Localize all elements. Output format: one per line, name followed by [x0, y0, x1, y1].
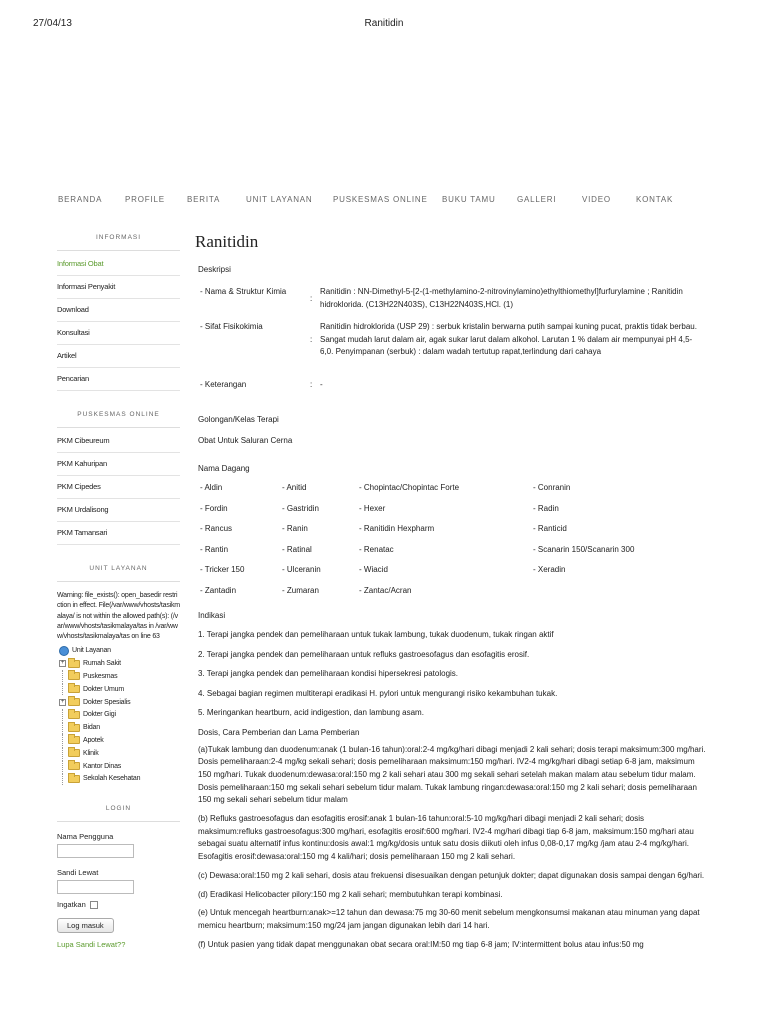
folder-icon [68, 749, 80, 757]
nav-item-beranda[interactable]: BERANDA [58, 195, 103, 204]
trade-name: - Zantac/Acran [359, 585, 412, 595]
trade-name: - Ranin [282, 524, 308, 533]
sidebar-item-artikel[interactable]: Artikel [57, 345, 180, 368]
remember-label: Ingatkan [57, 900, 86, 910]
nav-item-kontak[interactable]: KONTAK [636, 195, 674, 204]
indikasi-item: 5. Meringankan heartburn, acid indigestion, dan lambung asam. [198, 708, 424, 717]
folder-icon [68, 775, 80, 783]
prop-sifat-fisikokimia [195, 321, 715, 379]
folder-icon [68, 685, 80, 693]
print-title: Ranitidin [364, 18, 404, 29]
trade-name: - Chopintac/Chopintac Forte [359, 483, 460, 492]
tree-item[interactable] [57, 772, 180, 785]
tree-item[interactable] [57, 734, 180, 747]
tree-item-label: Klinik [83, 749, 99, 757]
sidebar-item-pkm-kahuripan[interactable]: PKM Kahuripan [57, 453, 180, 476]
prop-keterangan [195, 379, 715, 393]
folder-icon [68, 711, 80, 719]
sidebar-item-konsultasi[interactable]: Konsultasi [57, 322, 180, 345]
trade-name: - Conranin [533, 483, 571, 492]
sidebar-item-pkm-tamansari[interactable]: PKM Tamansari [57, 522, 180, 545]
golongan-value: Obat Untuk Saluran Cerna [198, 436, 293, 445]
prop-colon: : [310, 294, 313, 303]
trade-name: - Ulceranin [282, 565, 321, 574]
tree-item-label: Rumah Sakit [83, 660, 121, 668]
forgot-password-link[interactable]: Lupa Sandi Lewat?? [57, 940, 126, 950]
indikasi-item: 4. Sebagai bagian regimen multiterapi eradikasi H. pylori untuk mengurangi risiko kekambuhan tukak. [198, 688, 558, 698]
prop-value: - [320, 380, 323, 389]
nama-dagang-grid [195, 483, 715, 609]
tree-root[interactable] [57, 644, 180, 657]
folder-icon [68, 762, 80, 770]
login-button[interactable]: Log masuk [57, 918, 114, 933]
nav-item-berita[interactable]: BERITA [187, 195, 221, 204]
print-date: 27/04/13 [33, 18, 72, 29]
expand-icon[interactable]: + [60, 698, 65, 705]
tree-item-label: Dokter Gigi [83, 711, 116, 719]
trade-name: - Wiacid [359, 565, 388, 574]
trade-name: - Aldin [200, 483, 223, 492]
tree-item[interactable] [57, 696, 180, 709]
nav-item-video[interactable]: VIDEO [582, 195, 611, 204]
nav-item-puskesmas-online[interactable]: PUSKESMAS ONLINE [333, 195, 428, 204]
password-input[interactable] [57, 880, 134, 894]
globe-icon [59, 646, 69, 656]
trade-name: - Rancus [200, 524, 233, 533]
remember-row [57, 900, 180, 909]
tree-item[interactable] [57, 657, 180, 670]
dosis-paragraph: (e) Untuk mencegah heartburn:anak>=12 tahun dan dewasa:75 mg 30-60 menit sebelum mengkonsumsi makanan atau minuman yang dapat memicu heartburn; maksimum:150 mg/24 jam jangan digunakan lebih dari 14 hari. [198, 908, 700, 930]
sidebar-item-pkm-urdalisong[interactable]: PKM Urdalisong [57, 499, 180, 522]
prop-label: - Keterangan [200, 380, 247, 389]
trade-name: - Rantin [200, 544, 229, 554]
trade-name: - Xeradin [533, 565, 566, 574]
tree-item-label: Kantor Dinas [83, 762, 122, 770]
folder-icon [68, 724, 80, 732]
folder-icon [68, 736, 80, 744]
trade-name: - Hexer [359, 503, 386, 513]
trade-name: - Tricker 150 [200, 565, 245, 574]
tree-item-label: Dokter Umum [83, 685, 124, 693]
sidebar-heading-informasi: INFORMASI [57, 230, 180, 251]
indikasi-item: 3. Terapi jangka pendek dan pemeliharaan kondisi hipersekresi patologis. [198, 669, 459, 678]
expand-icon[interactable]: + [60, 660, 65, 667]
dosis-heading: Dosis, Cara Pemberian dan Lama Pemberian [198, 727, 360, 737]
prop-nama-struktur [195, 286, 715, 320]
username-label: Nama Pengguna [57, 832, 114, 842]
trade-name: - Ranitidin Hexpharm [359, 524, 435, 533]
tree-item[interactable] [57, 721, 180, 734]
tree-item[interactable] [57, 708, 180, 721]
sidebar-item-informasi-penyakit[interactable]: Informasi Penyakit [57, 276, 180, 299]
trade-name: - Zumaran [282, 585, 319, 595]
sidebar [57, 230, 180, 949]
folder-icon [68, 660, 80, 668]
tree-item-label: Bidan [83, 724, 100, 732]
password-label: Sandi Lewat [57, 868, 99, 878]
prop-label: - Nama & Struktur Kimia [200, 287, 287, 296]
tree-item[interactable] [57, 670, 180, 683]
trade-name: - Zantadin [200, 585, 237, 595]
trade-name: - Radin [533, 503, 559, 513]
tree-item-label: Sekolah Kesehatan [83, 775, 141, 783]
top-navigation [58, 195, 718, 209]
trade-name: - Gastridin [282, 503, 319, 513]
sidebar-heading-unit-layanan: UNIT LAYANAN [57, 561, 180, 582]
nav-item-galleri[interactable]: GALLERI [517, 195, 557, 204]
prop-colon: : [310, 380, 313, 389]
sidebar-item-pkm-cipedes[interactable]: PKM Cipedes [57, 476, 180, 499]
nav-item-buku-tamu[interactable]: BUKU TAMU [442, 195, 496, 204]
deskripsi-heading: Deskripsi [198, 265, 231, 274]
folder-icon [68, 698, 80, 706]
trade-name: - Anitid [282, 483, 307, 492]
dosis-paragraph: (b) Refluks gastroesofagus dan esofagitis erosif:anak 1 bulan-16 tahun:oral:5-10 mg/kg/hari dibagi menjadi 2 kali sehari; dosis maksimum:refluks gastroesofagus:300 mg/hari, esofagitis erosif:600 mg/hari. IV2-4 mg/hari dibagi tiap 6-8 jam, maksimum:150 mg/hari atau sebagai suatu alternatif infus kontinu:dosis awal:1 mg/kg/dosis untuk satu dosis diikuti oleh infus 0,08-0,17 mg/kg /jam atau 2-4 mg/kg/hari. Esofagitis erosif:dewasa:oral:150 mg 4 kali/hari; dosis pemeliharaan 150 mg 2 kali sehari. [198, 814, 694, 862]
tree-item[interactable] [57, 760, 180, 773]
page-title: Ranitidin [195, 232, 259, 251]
dosis-paragraph: (c) Dewasa:oral:150 mg 2 kali sehari, dosis atau frekuensi disesuaikan dengan petunjuk dokter; dapat digunakan dosis sampai dengan 6g/hari. [198, 870, 705, 880]
nav-item-profile[interactable]: PROFILE [125, 195, 165, 204]
tree-item-label: Apotek [83, 736, 104, 744]
print-header [0, 18, 768, 32]
remember-checkbox[interactable] [90, 901, 98, 909]
tree-item-label: Dokter Spesialis [83, 698, 131, 706]
tree-root-label: Unit Layanan [72, 647, 111, 655]
tree-item[interactable] [57, 683, 180, 696]
indikasi-item: 2. Terapi jangka pendek dan pemeliharaan untuk refluks gastroesofagus dan esofagitis erosif. [198, 649, 530, 659]
trade-name: - Renatac [359, 544, 394, 554]
indikasi-item: 1. Terapi jangka pendek dan pemeliharaan untuk tukak lambung, tukak duodenum, tukak ringan aktif [198, 630, 554, 639]
nama-dagang-heading: Nama Dagang [198, 464, 250, 473]
main-content [195, 232, 715, 957]
folder-icon [68, 672, 80, 680]
nav-item-unit-layanan[interactable]: UNIT LAYANAN [246, 195, 313, 204]
prop-value: Ranitidin hidroklorida (USP 29) : serbuk kristalin berwarna putih sampai kuning pucat, praktis tidak berbau. Sangat mudah larut dalam air, agak sukar larut dalam alkohol. Larutan 1 % dalam air mempunyai pH 4,5-6,0. Penyimpanan (serbuk) : dalam wadah tertutup rapat,terlindung dari cahaya [320, 322, 697, 356]
trade-name: - Ratinal [282, 544, 312, 554]
trade-name: - Fordin [200, 503, 228, 513]
unit-layanan-tree [57, 644, 180, 785]
prop-colon: : [310, 335, 313, 344]
indikasi-heading: Indikasi [198, 611, 226, 620]
sidebar-heading-puskesmas-online: PUSKESMAS ONLINE [57, 407, 180, 428]
dosis-paragraph: (a)Tukak lambung dan duodenum:anak (1 bulan-16 tahun):oral:2-4 mg/kg/hari dibagi menjadi 2 kali sehari; dosis terapi maksimum:300 mg/hari. Dosis pemeliharaan:2-4 mg/kg sekali sehari; dosis pemeliharaan maksimum:150 mg/hari. IV2-4 mg/kg/hari dibagi setiap 6-8 jam, maksimum 150 mg/hari. Tukak duodenum:dewasa:oral:150 mg 2 kali sehari atau 300 mg sekali sehari setelah makan malam atau sebelum tidur malam. Dosis pemeliharaan:150 mg sekali sehari sebelum tidur malam. Tukak lambung ringan:dewasa:oral:150 mg 2 kali sehari; dosis pemeliharaan 150 mg sekali sehari sebelum tidur malam [198, 744, 706, 805]
tree-item-label: Puskesmas [83, 672, 118, 680]
username-input[interactable] [57, 844, 134, 858]
sidebar-item-download[interactable]: Download [57, 299, 180, 322]
sidebar-item-pencarian[interactable]: Pencarian [57, 368, 180, 391]
sidebar-heading-login: LOGIN [57, 801, 180, 822]
dosis-paragraph: (d) Eradikasi Helicobacter pilory:150 mg 2 kali sehari; membutuhkan terapi kombinasi. [198, 889, 503, 899]
sidebar-item-informasi-obat[interactable]: Informasi Obat [57, 253, 180, 276]
golongan-heading: Golongan/Kelas Terapi [198, 415, 279, 424]
php-warning-text: Warning: file_exists(): open_basedir restriction in effect. File(/var/www/vhosts/tasikmalaya/ is not within the allowed path(s): (/var/www/vhosts/tasikmalaya/tas in /var/www/vhosts/tasikmalaya/tas on line 63 [57, 592, 180, 641]
trade-name: - Ranticid [533, 524, 567, 533]
dosis-paragraph: (f) Untuk pasien yang tidak dapat menggunakan obat secara oral:IM:50 mg tiap 6-8 jam; IV:intermittent bolus atau infus:50 mg [198, 939, 644, 949]
trade-name: - Scanarin 150/Scanarin 300 [533, 544, 635, 554]
prop-label: - Sifat Fisikokimia [200, 322, 263, 331]
tree-item[interactable] [57, 747, 180, 760]
sidebar-item-pkm-cibeureum[interactable]: PKM Cibeureum [57, 430, 180, 453]
prop-value: Ranitidin : NN-Dimethyl-5-[2-(1-methylamino-2-nitrovinylamino)ethylthiomethyl]furfurylamine ; Ranitidin hidroklorida. (C13H22N403S), C13H22N403S,HCl. (1) [320, 287, 683, 309]
